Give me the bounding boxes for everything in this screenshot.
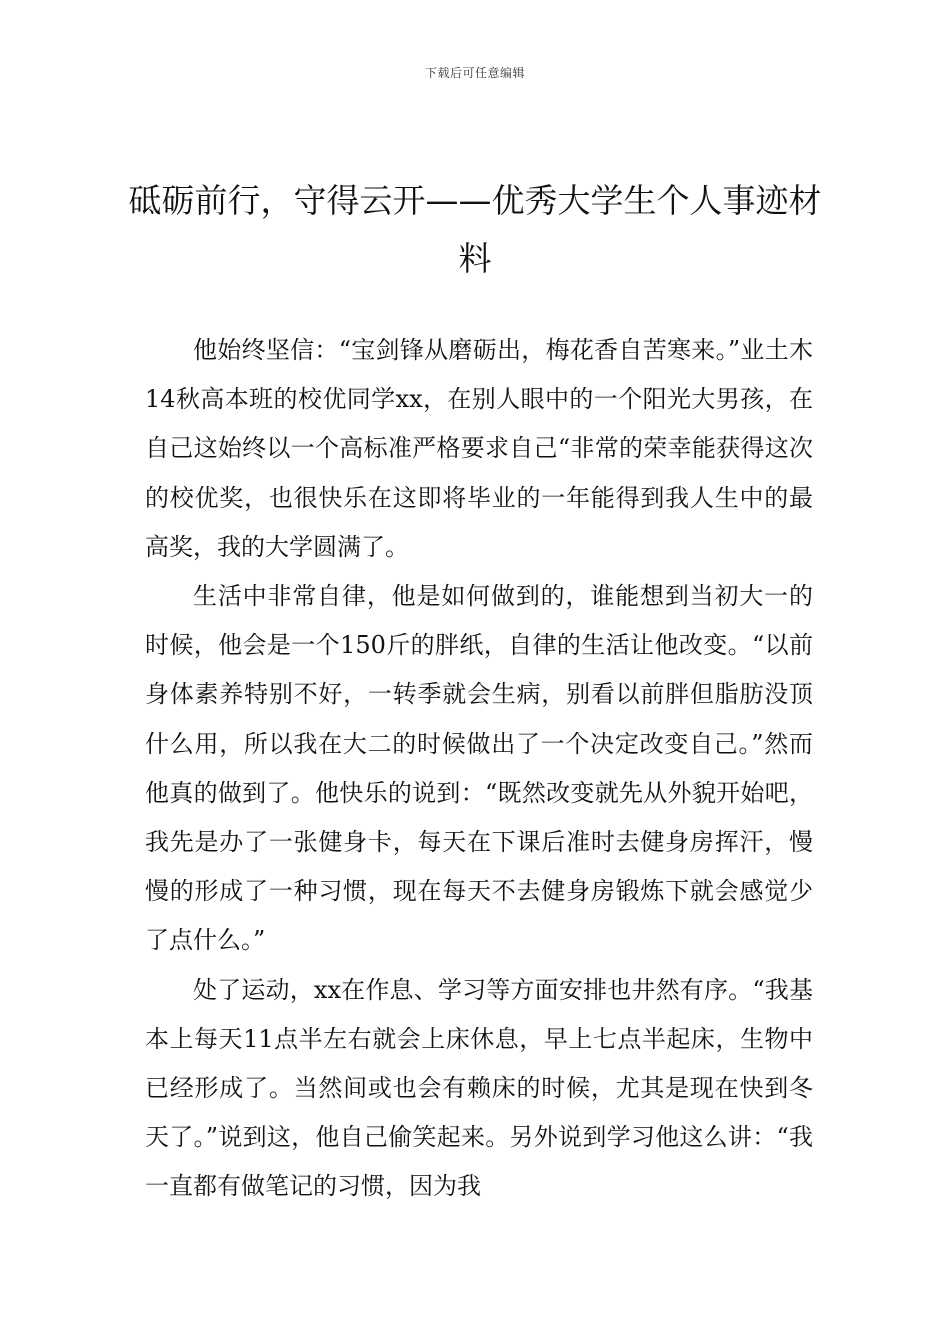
paragraph-2: 生活中非常自律，他是如何做到的，谁能想到当初大一的时候，他会是一个150斤的胖纸，自律的生活让他改变。“以前身体素养特别不好，一转季就会生病，别看以前胖但脂肪没顶什么用，所以我在大二的时候做出了一个决定改变自己。”然而他真的做到了。他快乐的说到：“既然改变就先从外貌开始吧，我先是办了一张健身卡，每天在下课后准时去健身房挥汗，慢慢的形成了一种习惯，现在每天不去健身房锻炼下就会感觉少了点什么。”: [145, 582, 813, 955]
header-note: 下载后可任意编辑: [424, 66, 525, 80]
document-title: 砥砺前行，守得云开——优秀大学生个人事迹材料: [128, 181, 822, 278]
paragraph-3: 处了运动，xx在作息、学习等方面安排也井然有序。“我基本上每天11点半左右就会上床休息，早上七点半起床，生物中已经形成了。当然间或也会有赖床的时候，尤其是现在快到冬天了。”说到这，他自己偷笑起来。另外说到学习他这么讲：“我一直都有做笔记的习惯，因为我: [145, 975, 813, 1201]
document-body: [145, 326, 813, 1212]
paragraph-1: 他始终坚信：“宝剑锋从磨砺出，梅花香自苦寒来。”业土木14秋高本班的校优同学xx，在别人眼中的一个阳光大男孩，在自己这始终以一个高标准严格要求自己“非常的荣幸能获得这次的校优奖，也很快乐在这即将毕业的一年能得到我人生中的最高奖，我的大学圆满了。: [145, 336, 813, 561]
